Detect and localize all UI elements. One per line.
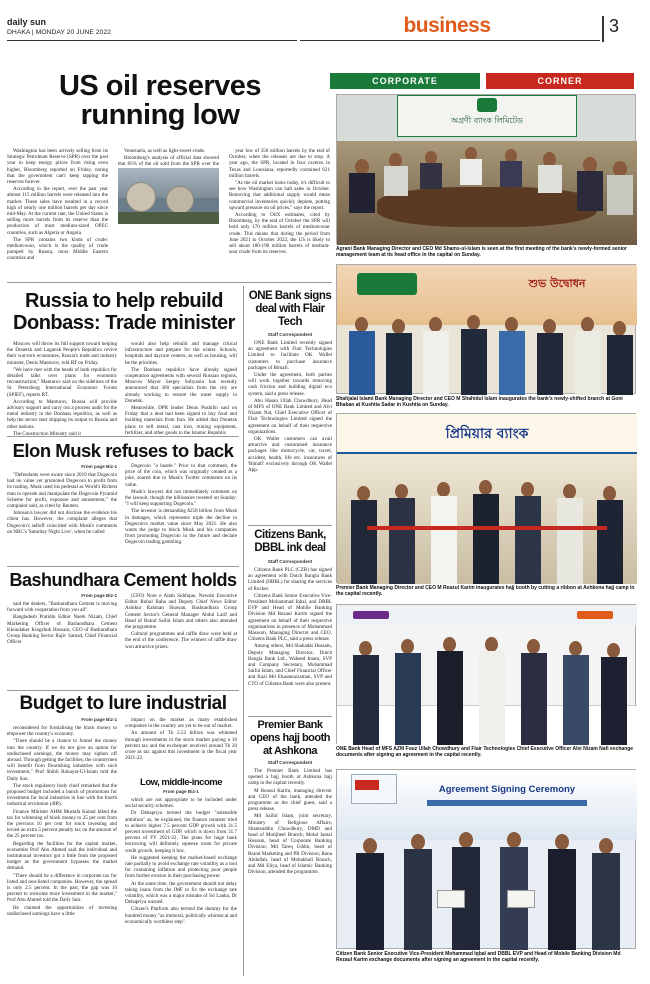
budget-col1-p7: He claimed the opportunities of investing undisclosed earnings have a little bbox=[7, 904, 117, 917]
premier-photo bbox=[336, 413, 636, 583]
citizens-p3: Among others, Md Shahadat Hossain, Deputy Managing Director, Dutch Bangla Bank Ltd., Waheed Imam, SVP and Company Secretary, Mohammad Saiful Islam, and Chief Financial Officer and Kazi Md Ehasanuzzaman, SVP and CTO of Citizens Bank were also present. bbox=[248, 643, 332, 687]
russia-col2-p2: The Donbass republics have already signed cooperation agreements with several Russian regions, Moscow Mayor Sergey Sobyanin has recently announced that 300 specialists from the city are already working to restore the water supply in Donetsk. bbox=[125, 366, 237, 404]
oil-col1-p2: According to the report, over the past year almost 115 million barrels were released into the market. These sales have resulted in a record high of nearly one million barrels per day since mid-May. At the current rate, the United States is selling more barrels from its reserve than the production of most medium-sized OPEC countries, such as Algeria or Angola. bbox=[7, 186, 108, 236]
lowmiddle-headline: Low, middle-income bbox=[140, 777, 222, 788]
russia-col-1 bbox=[7, 341, 117, 437]
corner-label: CORNER bbox=[486, 73, 634, 89]
elon-col-2 bbox=[125, 463, 237, 564]
onebank-p1: ONE Bank Limited recently signed an agreement with Flair Technologies Limited to facilitate OK Wallet customers to purchase insurance packages of Bimafi. bbox=[248, 340, 332, 371]
janata-banner: শুভ উদ্বোধন bbox=[528, 277, 586, 290]
lowmiddle-p5: Citizen's Platform also termed the dummy for the hundred money "as immoral, politically whimsical and economically worthless step". bbox=[125, 906, 237, 925]
oil-col3-p3: According to OilX estimates, cited by Bloomberg, by the end of October the SPR will hold only 170 million barrels of medium-sour crude. This means that during the period from June 2021 to October 2022, the US is likely to sell about 180-190 million barrels of medium-sour crude from its reserves. bbox=[229, 212, 330, 256]
premier-headline: Premier Bank opens hajj booth at Ashkona bbox=[250, 719, 330, 757]
premier-body bbox=[248, 768, 332, 978]
citizens-byline: Staff Correspondent bbox=[267, 559, 313, 564]
russia-col1-p1: Moscow will throw its full support toward helping the Donetsk and Lugansk People's Republics revive their war-torn economies, Russia's trade and industry minister, Denis Manturov, told RT on Friday. bbox=[7, 341, 117, 366]
oil-col1-p3: The SPR contains two kinds of crude: medium-sour, which is the quality of crude pumped by Russia, most Middle Eastern countries and bbox=[7, 236, 108, 262]
janata-caption: Shahjalal Islami Bank Managing Director and CEO M Shahidul Islam inaugurates the bank's newly-shifted branch at Goni Bhaban at Kushtia Sadar in Kushtia on Sunday. bbox=[336, 396, 623, 408]
bashundhara-col-1 bbox=[7, 601, 117, 687]
page-number: 3 bbox=[609, 16, 620, 36]
section-title: business bbox=[403, 14, 491, 37]
onebank-caption: ONE Bank Head of MFS AZM Fouz Ullah Chowdhury and Flair Technologies Chief Executive Officer Alvi Nizam Nafi exchange documents after signing an agreement in the capital recently. bbox=[336, 746, 634, 758]
budget-col1-p5: Regarding the facilities for the capital market, economist Prof Abu Ahmed said the individual and institutional investors got a little from the proposed budget as the government bypasses the market demand. bbox=[7, 840, 117, 872]
oil-col-3 bbox=[229, 148, 330, 272]
bashundhara-byline: From page Biz-1 bbox=[81, 593, 117, 598]
bashundhara-col2-p1: (CFO) Noor e Alam Siddique, Newsbi Executive Editor Ruhul Baba and Deputy Chief News Editor Ashikur Rahman Shawan, Bashundhara Group Cement Sector's General Manager Abdul Latif and Head of Brand Saiful Islam and others also attended the programme. bbox=[125, 593, 237, 631]
budget-col2-p1: impact on the market as many established companies in the country are yet to be out of market. bbox=[125, 717, 237, 730]
oil-headline: US oil reserves running low bbox=[58, 70, 262, 131]
budget-byline: From page Biz-1 bbox=[81, 717, 117, 722]
premier-p1: The Premier Bank Limited has opened a hajj booth at Ashkona hajj camp in the capital recently. bbox=[248, 768, 332, 787]
lowmiddle-col bbox=[125, 797, 237, 979]
onebank-photo bbox=[336, 604, 636, 744]
citizens-p1: Citizens Bank PLC (CZB) has signed an agreement with Dutch Bangla Bank Limited (DBBL) for sharing the services of Rocket. bbox=[248, 567, 332, 592]
onebank-p2: Under the agreement, both parties will work together towards removing cash friction and building digital eco system, said a press release. bbox=[248, 372, 332, 397]
oil-col-1 bbox=[7, 148, 108, 272]
russia-col1-p3: According to Manturov, Russia will provide advisory support and carry out a process audit for the metal industry in the Donbass republics, as well as help the sector start shipping its output to Russia and other nations. bbox=[7, 398, 117, 430]
budget-headline: Budget to lure industrial bbox=[19, 693, 227, 714]
citizens-body bbox=[248, 567, 332, 713]
premier-p3: Md Saiful Islam, joint secretary, Ministry of Religious Affairs; Shamsuddin Chowdhury, DMD and head of Motijheel Branch; Mohd Jamal Hossain, head of Corporate Banking Division; Md Tareq Uddin, head of Brand Marketing and PR Division; Rana Abdullah, head of Mohakhali Branch, and Md Eliya, head of Islamic Banking Division, attended the programme. bbox=[248, 813, 332, 876]
premier-caption: Premier Bank Managing Director and CEO M Reazul Karim inaugurates hajj booth by cutting a ribbon at Ashkona hajj camp in the capital recently. bbox=[336, 585, 635, 597]
onebank-byline: Staff Correspondent bbox=[267, 332, 313, 337]
bashundhara-col1-p2: Bangladesh Pratidin Editor Naem Nizam, Chief Marketing Officer of Bashundhara Cement Khondaker Kingshuk Hossain, CEO of Bashundhara Group Banking Sector Rajiv Samad, Chief Financial Officer bbox=[7, 614, 117, 646]
agrani-photo bbox=[336, 94, 636, 244]
bashundhara-col2-p2: Cultural programmes and raffle draw were held at the end of the conference. The winners of raffle draw won attractive prizes. bbox=[125, 631, 237, 650]
masthead-rule-right bbox=[300, 40, 600, 41]
budget-col1-p1: reconsidered for formalising the black money to empower the country's economy. bbox=[7, 725, 117, 738]
russia-col1-p4: The Construction Ministry said it bbox=[13, 430, 81, 437]
budget-col-1 bbox=[7, 725, 117, 979]
column-divider-mid bbox=[243, 286, 244, 976]
divider-elon bbox=[7, 566, 239, 567]
divider-bashundhara bbox=[7, 690, 239, 691]
masthead-brand: daily sun bbox=[7, 17, 47, 27]
russia-col2-p1: would also help rebuild and manage critical infrastructure and prepare for the winter. Schools, hospitals and daycare centers, as well as housing, will be the priorities. bbox=[125, 341, 237, 366]
masthead-rule bbox=[7, 40, 297, 41]
agrani-caption: Agrani Bank Managing Director and CEO Md Shams-ul-Islam is seen at the first meeting of the bank's newly-formed senior management team at its head office in the capital on Sunday. bbox=[336, 246, 627, 258]
bashundhara-col1-p1: said the dealers, "Bashundhara Cement is moving forward with cooperation from you all". bbox=[7, 601, 117, 614]
bashundhara-headline: Bashundhara Cement holds bbox=[9, 570, 237, 590]
onebank-body bbox=[248, 340, 332, 522]
budget-col1-p2: "There should be a chance to funnel the money into the country. If we do not give an option for undisclosed earnings, the money may siphon off abroad. Through getting the facilities, the countrymen will benefit from flourishing industries with such investment," Prof Shibli Rubayat-Ul-Islam told the Daily Sun. bbox=[7, 738, 117, 782]
onebank-p4: OK Wallet customers can avail attractive and customised insurance packages like motorcycle, car, travel, accident, health, life etc. insurances of 'Bimafi' exclusively through OK Wallet App. bbox=[248, 436, 332, 474]
elon-col2-p3: The investor is demanding $258 billion from Musk in damages, which represents triple the decline in Dogecoin's market value since May 2021. He also wants the judge to block Musk and his companies from promoting Dogecoin in the future and declare Dogecoin trading gambling. bbox=[125, 508, 237, 546]
divider-onebank bbox=[248, 525, 332, 526]
masthead-dateline: DHAKA | MONDAY 20 JUNE 2022 bbox=[7, 29, 111, 36]
oil-col1-p1: Washington has been actively selling from its Strategic Petroleum Reserve (SPR) over the past year to keep energy prices from rising even higher, Bloomberg reported on Friday, noting that the government can't keep tapping the reserves forever. bbox=[7, 148, 108, 186]
citizens-p2: Citizens Bank Senior Executive Vice-President Mohammad Iqbal, and DBBL EVP and Head of Mobile Banking Division Md Rezaul Karim signed the agreement on behalf of their respective organisations in presence of Mohammad Masoom, Managing Director and CEO, Citizens Bank PLC, said a press release. bbox=[248, 592, 332, 643]
premier-p2: M Reazul Karim, managing director and CEO of the bank, attended the programme as the chief guest, said a press release. bbox=[248, 787, 332, 813]
lowmiddle-p2: Dr Debapriya termed the budget "ostensible ambition" as, he explained, the finance minister tried to achieve higher 7.5 percent GDP growth with 31.5 percent investment of GDP, which is down from 31.7 percent of FY 2021-22. The plans for huge bank borrowing will definitely squeeze room for private credit growth, keeping it low. bbox=[125, 810, 237, 854]
russia-headline: Russia to help rebuild Donbass: Trade minister bbox=[13, 290, 235, 334]
lowmiddle-byline: From page Biz-1 bbox=[163, 789, 199, 794]
citizens-photo bbox=[336, 769, 636, 949]
agrani-banner: অগ্রণী ব্যাংক লিমিটেড bbox=[451, 116, 523, 125]
budget-col2-p2: An amount of Tk 2.52 billion was whitened through investments in the stock market paying a 10 percent tax and the exchequer received around Tk 20 crore as tax against this investment in the fiscal year 2021-22. bbox=[125, 730, 237, 762]
onebank-p3: Abu Hasan Ullah Chowdhury, Head of MFS of ONE Bank Limited and Alvi Nizam Nat, Chief Executive Officer of Flair Technologies Limited signed the agreement on behalf of their respective organizations. bbox=[248, 397, 332, 435]
russia-col1-p2: "We have met with the heads of both republics for detailed talks over plans for economic reconstruction," Manturov said on the sidelines of the St. Petersburg International Economic Forum (SPIEF), reports RT. bbox=[7, 366, 117, 398]
signing-banner: Agreement Signing Ceremony bbox=[438, 784, 576, 795]
elon-col2-p2: Musk's lawyers did not immediately comment on the lawsuit, though the billionaire tweeted on Sunday: "I will keep supporting Dogecoin." bbox=[125, 488, 237, 508]
lowmiddle-p1: which are not appropriate to be included under social security schemes. bbox=[125, 797, 237, 810]
lowmiddle-p4: At the same time, the government should not delay taking loans from the IMF to fix the exchange rate volatility, which was a major mistake of Sri Lanka, Dr Debapriya warned. bbox=[125, 880, 237, 906]
oil-col2-p2: Bloomberg's analysis of official data showed that 85% of the oil sold from the SPR over the bbox=[118, 155, 219, 168]
budget-col1-p6: "There should be a difference in corporate tax for listed and non-listed companies. However, the spread is only 2.5 percent. In the past, the gap was 10 percent to welcome more investment in the market," Prof Abu Ahmed told the Daily Sun. bbox=[7, 872, 117, 904]
elon-col2-p1: Dogecoin "a hustle." Prior to that comment, the price of the coin, which was originally created as a joke, soared due to Musk's Twitter comments on its value. bbox=[125, 463, 237, 488]
oil-photo bbox=[118, 168, 219, 224]
janata-photo bbox=[336, 264, 636, 394]
citizens-headline: Citizens Bank, DBBL ink deal bbox=[254, 529, 326, 554]
oil-col3-p1: year low of 358 million barrels by the end of October, when the releases are due to stop. A year ago, the SPR, located in four caverns in Texas and Louisiana, reportedly contained 621 million barrels. bbox=[229, 148, 330, 179]
lowmiddle-p3: He suggested keeping the market-based exchange rate partially to avoid exchange rate volatility as a tool for containing inflation and protecting poor people from further erosion in their purchasing power. bbox=[125, 854, 237, 880]
onebank-headline: ONE Bank signs deal with Flair Tech bbox=[248, 290, 332, 328]
elon-col-1 bbox=[7, 472, 117, 564]
elon-byline: From page Biz-1 bbox=[81, 464, 117, 469]
page-number-divider bbox=[602, 16, 604, 42]
premier-banner: প্রিমিয়ার ব্যাংক bbox=[445, 426, 529, 442]
bashundhara-col-2 bbox=[125, 593, 237, 687]
divider-oil bbox=[7, 282, 332, 283]
citizens-caption: Citizen Bank Senior Executive Vice-President Mohammad Iqbal and DBBL EVP and Head of Mobile Banking Division Md Rezaul Karim exchange documents after signing an agreement in the capital recently. bbox=[336, 951, 621, 963]
budget-col1-p3: The stock regulatory body chief remarked that the proposed budget included a bunch of promotions for investment for local industries in line with the fourth industrial revolution (4IR). bbox=[7, 782, 117, 808]
elon-headline: Elon Musk refuses to back bbox=[12, 440, 234, 461]
corporate-label: CORPORATE bbox=[330, 73, 480, 89]
premier-byline: Staff Correspondent bbox=[267, 760, 313, 765]
russia-col2-p3: Meanwhile, DPR leader Denis Pushilin said on Friday that a deal had been signed to buy food and building materials from Iran. He added that Donetsk plans to sell metal, cast iron, mining equipment, fertilizer, and other goods to the Islamic Republic. bbox=[125, 405, 237, 436]
elon-col1-p1: "Defendants were aware since 2019 that Dogecoin had no value yet promoted Dogecoin to profit from its trading. Musk used his pedestal as World's Richest man to operate and manipulate the Dogecoin Pyramid Scheme for profit, exposure and amusement," the complaint said, as cited by Reuters. bbox=[7, 472, 117, 510]
oil-col2-p1: Venezuela, as well as light-sweet crude. bbox=[124, 148, 206, 154]
oil-col3-p2: "As the oil market looks today, it's difficult to see how Washington can halt sales in October. Removing that additional supply would mean commercial inventories quickly deplete, putting upward pressure on oil prices," says the report. bbox=[229, 180, 330, 211]
budget-col-2 bbox=[125, 717, 237, 775]
elon-col1-p2: Johnson's lawyer did not disclose the evidence his client has. However, the complaint alleges that Dogecoin's selloff coincided with Musk's comments on NBC's 'Saturday Night Live', when he called bbox=[7, 510, 117, 535]
budget-col1-p4: Finance Minister AHM Mustafa Kamal hiked the tax for whitening of black money to 25 per cent from the previous 10 per cent for stock investing and levied an extra 5 percent penalty tax on the amount of the 25 percent tax. bbox=[7, 808, 117, 840]
russia-col-2 bbox=[125, 341, 237, 436]
divider-citizens bbox=[248, 716, 332, 717]
divider-russia bbox=[7, 436, 239, 437]
